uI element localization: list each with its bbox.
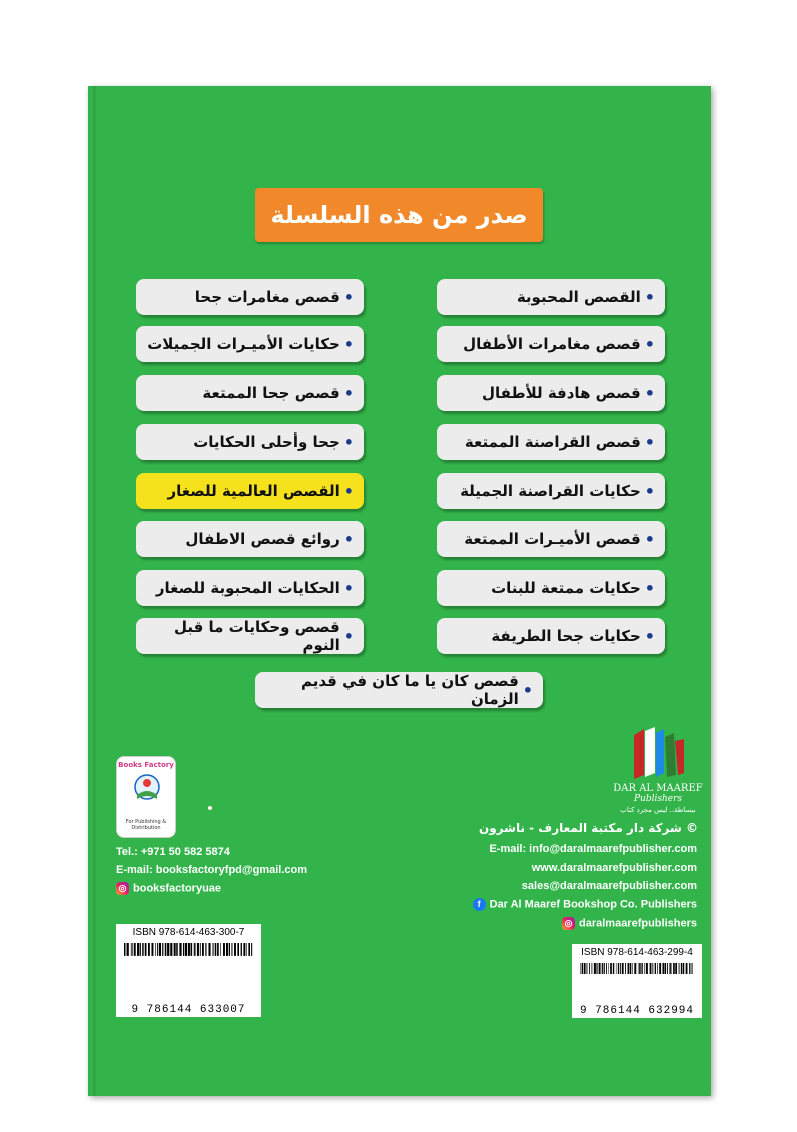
dar-al-maaref-logo-text — [613, 783, 703, 816]
dam-instagram-handle: daralmaarefpublishers — [579, 917, 697, 930]
dam-sales-email[interactable]: sales@daralmaarefpublisher.com — [521, 880, 697, 892]
bullet-icon: • — [644, 334, 655, 354]
title-label: حكايات القراصنة الجميلة — [460, 482, 641, 500]
series-title[interactable] — [437, 473, 665, 509]
dam-facebook[interactable] — [473, 898, 697, 911]
dar-al-maaref-logo-icon — [628, 723, 688, 781]
title-label: قصص وحكايات ما قبل النوم — [173, 618, 340, 654]
series-title[interactable] — [255, 672, 543, 708]
dam-instagram[interactable] — [562, 917, 697, 930]
series-title-current[interactable] — [136, 473, 364, 509]
bf-instagram-handle: booksfactoryuae — [133, 882, 222, 895]
bf-instagram[interactable] — [116, 882, 221, 895]
dam-facebook-name: Dar Al Maaref Bookshop Co. Publishers — [489, 898, 697, 911]
bf-logo-name: Books Factory — [118, 761, 174, 769]
copyright-symbol: © — [686, 821, 698, 835]
bullet-icon: • — [644, 529, 655, 549]
facebook-icon: f — [473, 898, 486, 911]
books-factory-logo — [116, 756, 176, 838]
bullet-icon: • — [343, 626, 354, 646]
series-title[interactable] — [437, 279, 665, 315]
bullet-icon: • — [343, 334, 354, 354]
dam-website[interactable]: www.daralmaarefpublisher.com — [531, 862, 697, 874]
series-title[interactable] — [437, 424, 665, 460]
bullet-icon: • — [644, 383, 655, 403]
title-label: قصص جحا الممتعة — [202, 384, 340, 402]
bf-phone: Tel.: +971 50 582 5874 — [116, 846, 230, 858]
series-title[interactable] — [136, 375, 364, 411]
series-title[interactable] — [437, 326, 665, 362]
bullet-icon: • — [644, 626, 655, 646]
barcode-bars-icon — [580, 963, 694, 974]
books-factory-barcode — [116, 924, 261, 1017]
bullet-icon: • — [644, 287, 655, 307]
title-label: روائع قصص الاطفال — [185, 530, 340, 548]
logo-tagline: ببساطة.. ليس مجرد كتاب — [620, 806, 696, 814]
books-factory-emblem-icon — [131, 773, 163, 805]
title-label: جحا وأحلى الحكايات — [193, 433, 340, 451]
title-label: قصص هادفة للأطفال — [482, 384, 641, 402]
decorative-dot — [208, 806, 212, 810]
instagram-icon: ◎ — [116, 882, 129, 895]
barcode-bars-icon — [124, 943, 253, 956]
dam-barcode-digits: 9 786144 632994 — [579, 1005, 695, 1017]
title-label: قصص مغامرات الأطفال — [463, 335, 641, 353]
bf-logo-subtitle: For Publishing & Distribution — [125, 819, 167, 831]
logo-name: DAR AL MAAREF — [613, 783, 703, 794]
series-title[interactable] — [437, 570, 665, 606]
series-title[interactable] — [136, 279, 364, 315]
copyright-line — [479, 821, 698, 835]
series-title[interactable] — [437, 618, 665, 654]
title-label: قصص كان يا ما كان في قديم الزمان — [300, 672, 519, 708]
bullet-icon: • — [343, 383, 354, 403]
title-label: القصص المحبوبة — [516, 288, 641, 306]
bullet-icon: • — [343, 481, 354, 501]
series-title[interactable] — [136, 570, 364, 606]
cover-spine — [93, 86, 96, 1096]
title-label: قصص الأميـرات الممتعة — [464, 530, 641, 548]
series-header: صدر من هذه السلسلة — [255, 188, 543, 242]
bf-barcode-digits: 9 786144 633007 — [131, 1004, 246, 1016]
bf-email[interactable]: E-mail: booksfactoryfpd@gmail.com — [116, 864, 308, 876]
series-title[interactable] — [136, 521, 364, 557]
title-label: القصص العالمية للصغار — [167, 482, 340, 500]
bf-isbn: ISBN 978-614-463-300-7 — [132, 927, 245, 938]
bullet-icon: • — [522, 680, 533, 700]
bullet-icon: • — [343, 529, 354, 549]
copyright-text: شركة دار مكتبة المعارف - ناشرون — [478, 821, 682, 835]
series-title[interactable] — [136, 618, 364, 654]
dam-isbn: ISBN 978-614-463-299-4 — [581, 947, 693, 958]
series-title[interactable] — [136, 326, 364, 362]
title-label: حكايات جحا الطريفة — [491, 627, 641, 645]
logo-subtitle: Publishers — [633, 794, 683, 804]
bullet-icon: • — [644, 432, 655, 452]
dam-email[interactable]: E-mail: info@daralmaarefpublisher.com — [489, 843, 697, 855]
title-label: الحكايات المحبوبة للصغار — [155, 579, 340, 597]
title-label: قصص مغامرات جحا — [194, 288, 340, 306]
bullet-icon: • — [644, 578, 655, 598]
bullet-icon: • — [343, 578, 354, 598]
series-title[interactable] — [437, 375, 665, 411]
bullet-icon: • — [343, 432, 354, 452]
bullet-icon: • — [644, 481, 655, 501]
title-label: قصص القراصنة الممتعة — [464, 433, 641, 451]
instagram-icon: ◎ — [562, 917, 575, 930]
series-title[interactable] — [136, 424, 364, 460]
bullet-icon: • — [343, 287, 354, 307]
series-title[interactable] — [437, 521, 665, 557]
title-label: حكايات الأميـرات الجميلات — [147, 335, 340, 353]
dar-al-maaref-barcode — [572, 944, 702, 1018]
title-label: حكايات ممتعة للبنات — [491, 579, 641, 597]
